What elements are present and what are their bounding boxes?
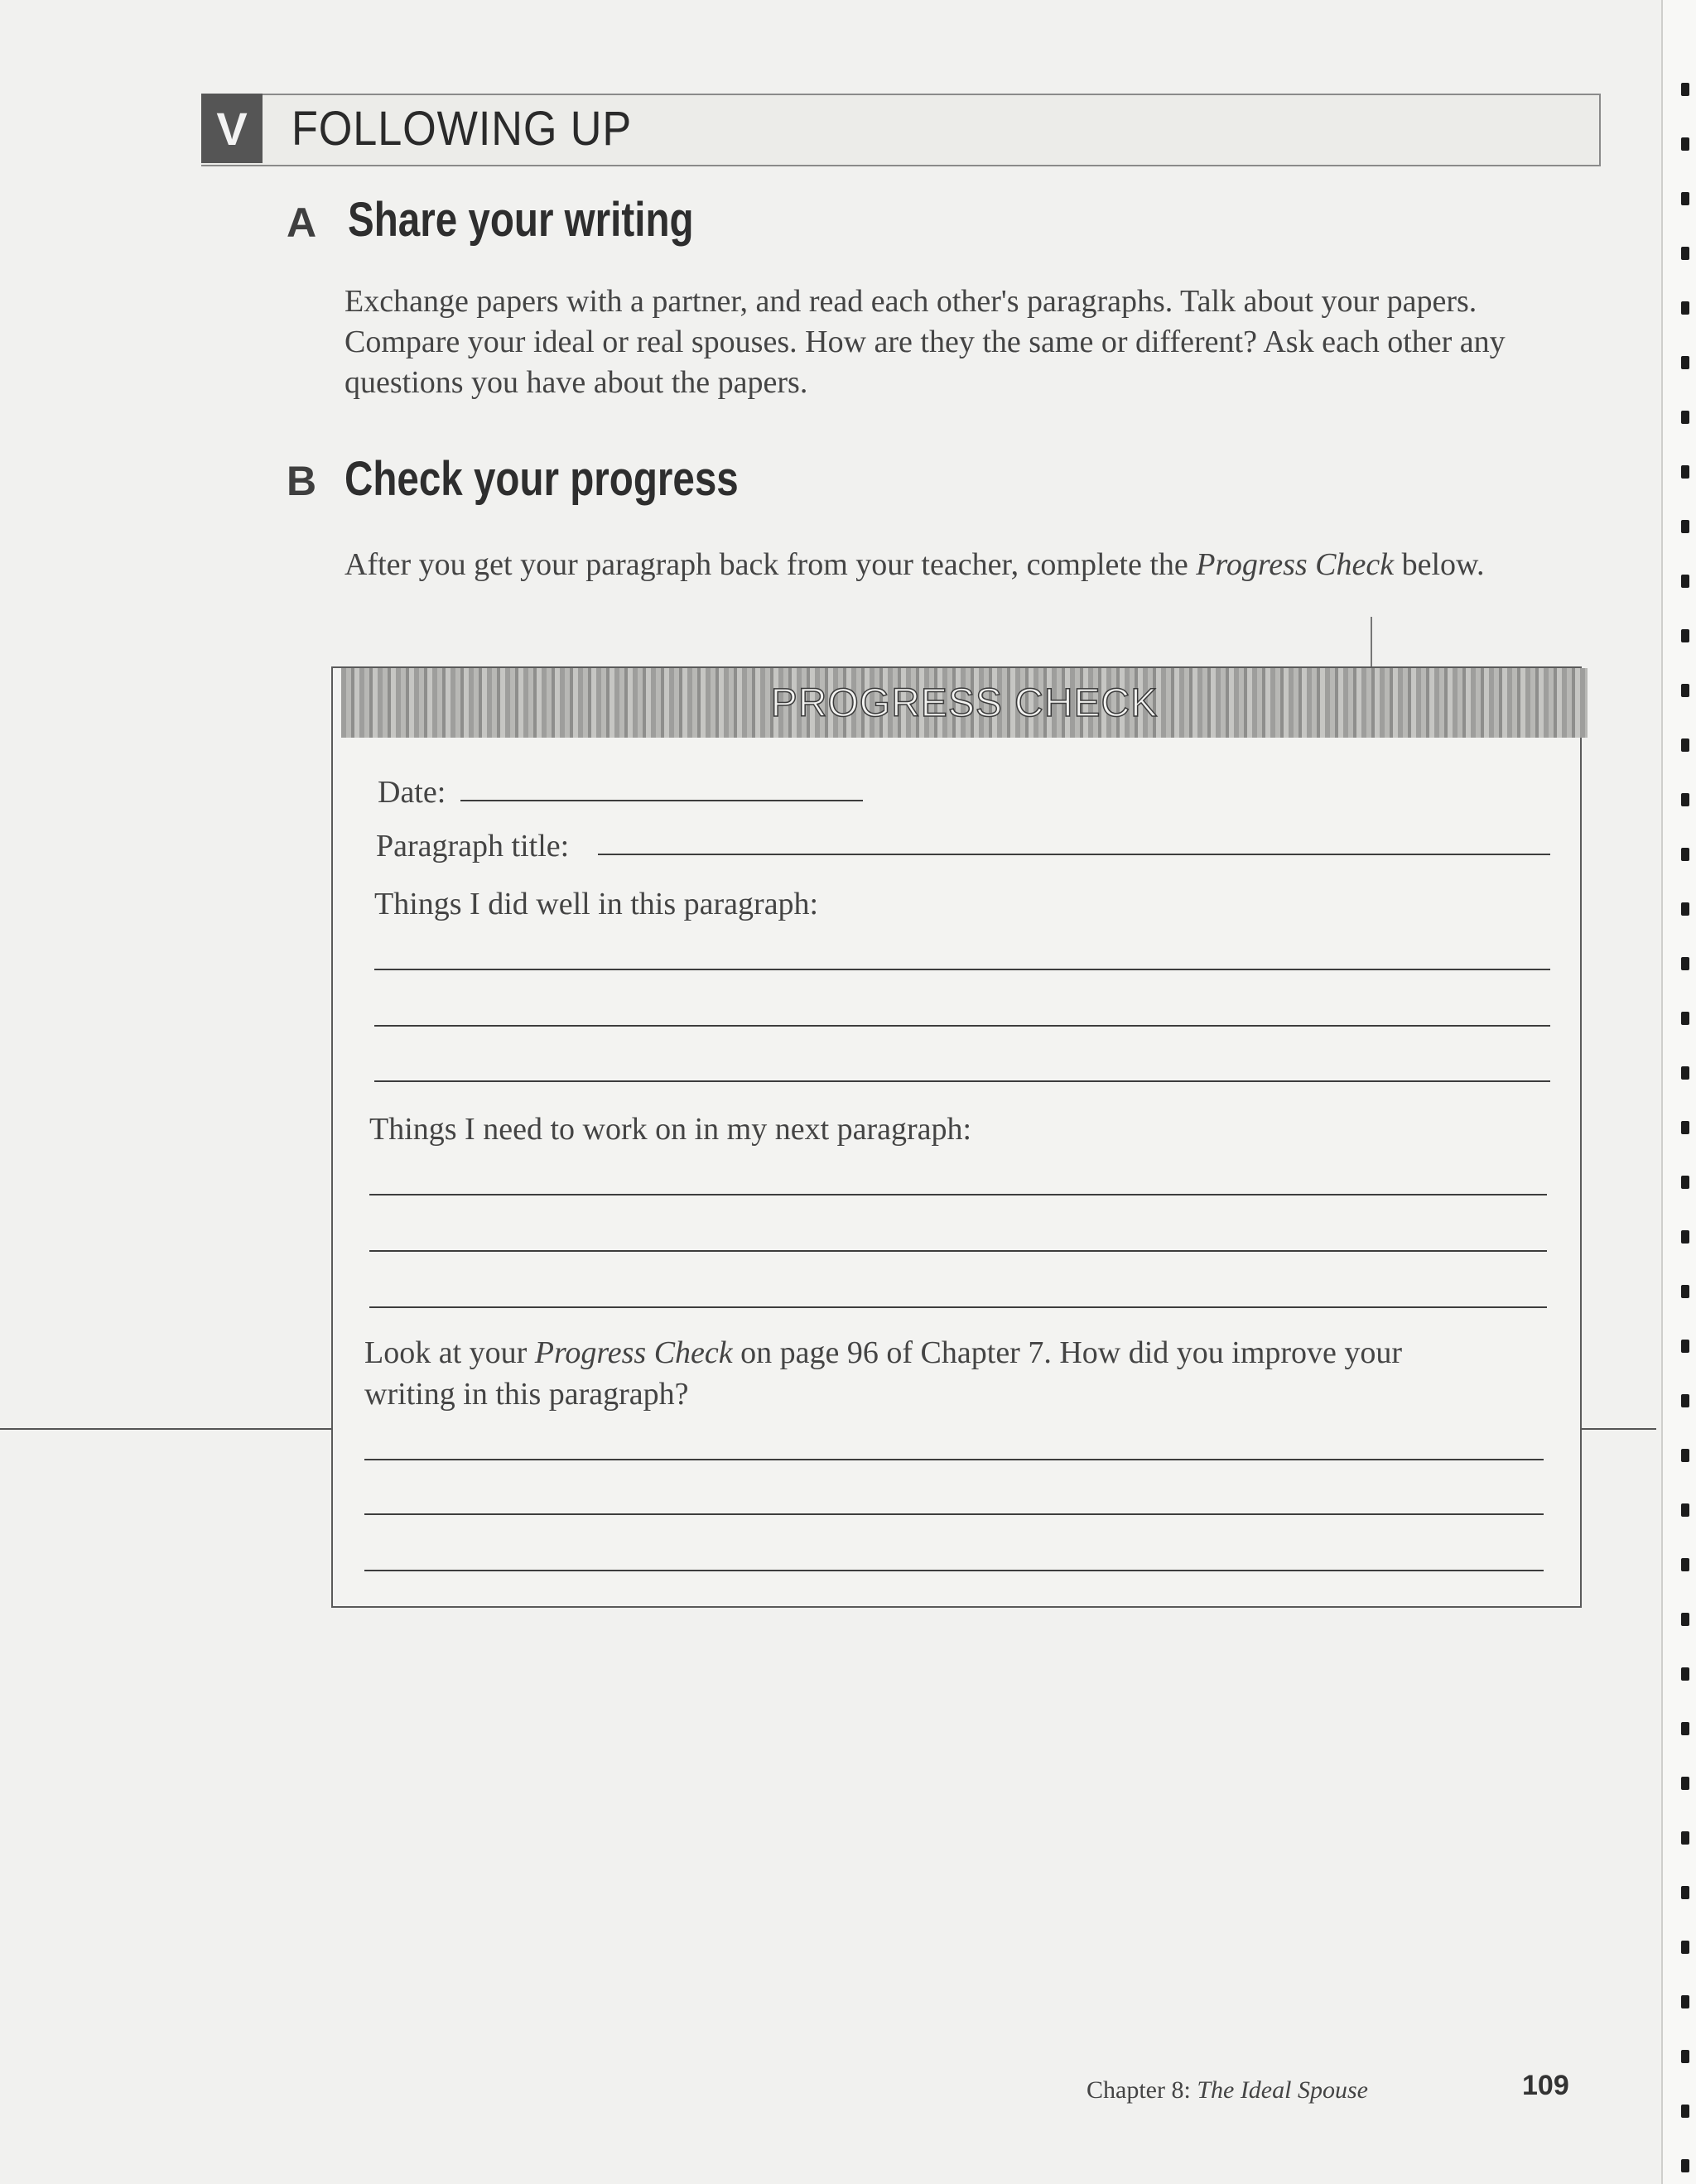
section-title: FOLLOWING UP — [292, 102, 633, 156]
binding-hole — [1681, 902, 1689, 916]
binding-hole — [1681, 2105, 1689, 2118]
binding-hole — [1681, 1722, 1689, 1735]
part-a-letter: A — [287, 200, 317, 246]
binding-hole — [1681, 1340, 1689, 1353]
binding-hole — [1681, 2050, 1689, 2063]
binding-hole — [1681, 247, 1689, 260]
binding-hole — [1681, 1667, 1689, 1681]
binding-hole — [1681, 356, 1689, 369]
did-well-label: Things I did well in this paragraph: — [374, 887, 819, 921]
binding-hole — [1681, 1558, 1689, 1571]
did-well-answer-line[interactable] — [374, 1080, 1550, 1082]
progress-check-header: PROGRESS CHECK — [341, 668, 1588, 738]
binding-hole — [1681, 1613, 1689, 1626]
improve-answer-line[interactable] — [364, 1459, 1544, 1460]
date-label: Date: — [378, 775, 446, 810]
section-number-badge — [201, 94, 263, 163]
work-on-label: Things I need to work on in my next paragraph: — [369, 1112, 972, 1147]
binding-hole — [1681, 137, 1689, 151]
page-number: 109 — [1522, 2070, 1569, 2101]
section-number: V — [216, 102, 248, 155]
binding-hole — [1681, 301, 1689, 315]
part-b-letter: B — [287, 458, 317, 504]
binding-hole — [1681, 1012, 1689, 1025]
improve-answer-line[interactable] — [364, 1570, 1544, 1571]
part-b-instructions: After you get your paragraph back from your teacher, complete the Progress Check below. — [344, 547, 1485, 582]
binding-hole — [1681, 1941, 1689, 1954]
binding-hole — [1681, 793, 1689, 806]
date-answer-line[interactable] — [460, 800, 863, 801]
work-on-answer-line[interactable] — [369, 1306, 1547, 1308]
binding-hole — [1681, 520, 1689, 533]
part-a-title: Share your writing — [348, 193, 694, 247]
binding-hole — [1681, 1176, 1689, 1189]
paragraph-title-label: Paragraph title: — [376, 829, 570, 863]
binding-hole — [1681, 192, 1689, 205]
did-well-answer-line[interactable] — [374, 1025, 1550, 1027]
binding-hole — [1681, 1886, 1689, 1899]
binding-hole — [1681, 1777, 1689, 1790]
binding-hole — [1681, 629, 1689, 642]
look-at-progress-prompt-line-1: Look at your Progress Check on page 96 of Chapter 7. How did you improve your — [364, 1335, 1403, 1370]
binding-hole — [1681, 1995, 1689, 2008]
binding-hole — [1681, 1230, 1689, 1244]
binding-hole — [1681, 575, 1689, 588]
binding-hole — [1681, 738, 1689, 752]
paragraph-title-answer-line[interactable] — [598, 854, 1550, 855]
spiral-binding-edge — [1661, 0, 1696, 2184]
binding-hole — [1681, 2159, 1689, 2172]
binding-hole — [1681, 684, 1689, 697]
running-footer: Chapter 8: The Ideal Spouse — [1086, 2076, 1368, 2104]
binding-hole — [1681, 848, 1689, 861]
binding-hole — [1681, 1285, 1689, 1298]
part-b-title: Check your progress — [344, 452, 739, 506]
binding-hole — [1681, 1394, 1689, 1407]
binding-hole — [1681, 1121, 1689, 1134]
binding-hole — [1681, 957, 1689, 970]
binding-hole — [1681, 1066, 1689, 1080]
binding-hole — [1681, 83, 1689, 96]
binding-hole — [1681, 465, 1689, 479]
part-a-instructions: Exchange papers with a partner, and read each other's paragraphs. Talk about your papers. Compare your ideal or real spouses. How are they the same or different? Ask each other any questions you have about the papers. — [344, 284, 1506, 400]
binding-hole — [1681, 411, 1689, 424]
binding-hole — [1681, 1503, 1689, 1517]
look-at-progress-prompt-line-2: writing in this paragraph? — [364, 1377, 689, 1412]
did-well-answer-line[interactable] — [374, 969, 1550, 970]
improve-answer-line[interactable] — [364, 1513, 1544, 1515]
binding-hole — [1681, 1449, 1689, 1462]
work-on-answer-line[interactable] — [369, 1194, 1547, 1195]
binding-hole — [1681, 1831, 1689, 1845]
work-on-answer-line[interactable] — [369, 1250, 1547, 1252]
